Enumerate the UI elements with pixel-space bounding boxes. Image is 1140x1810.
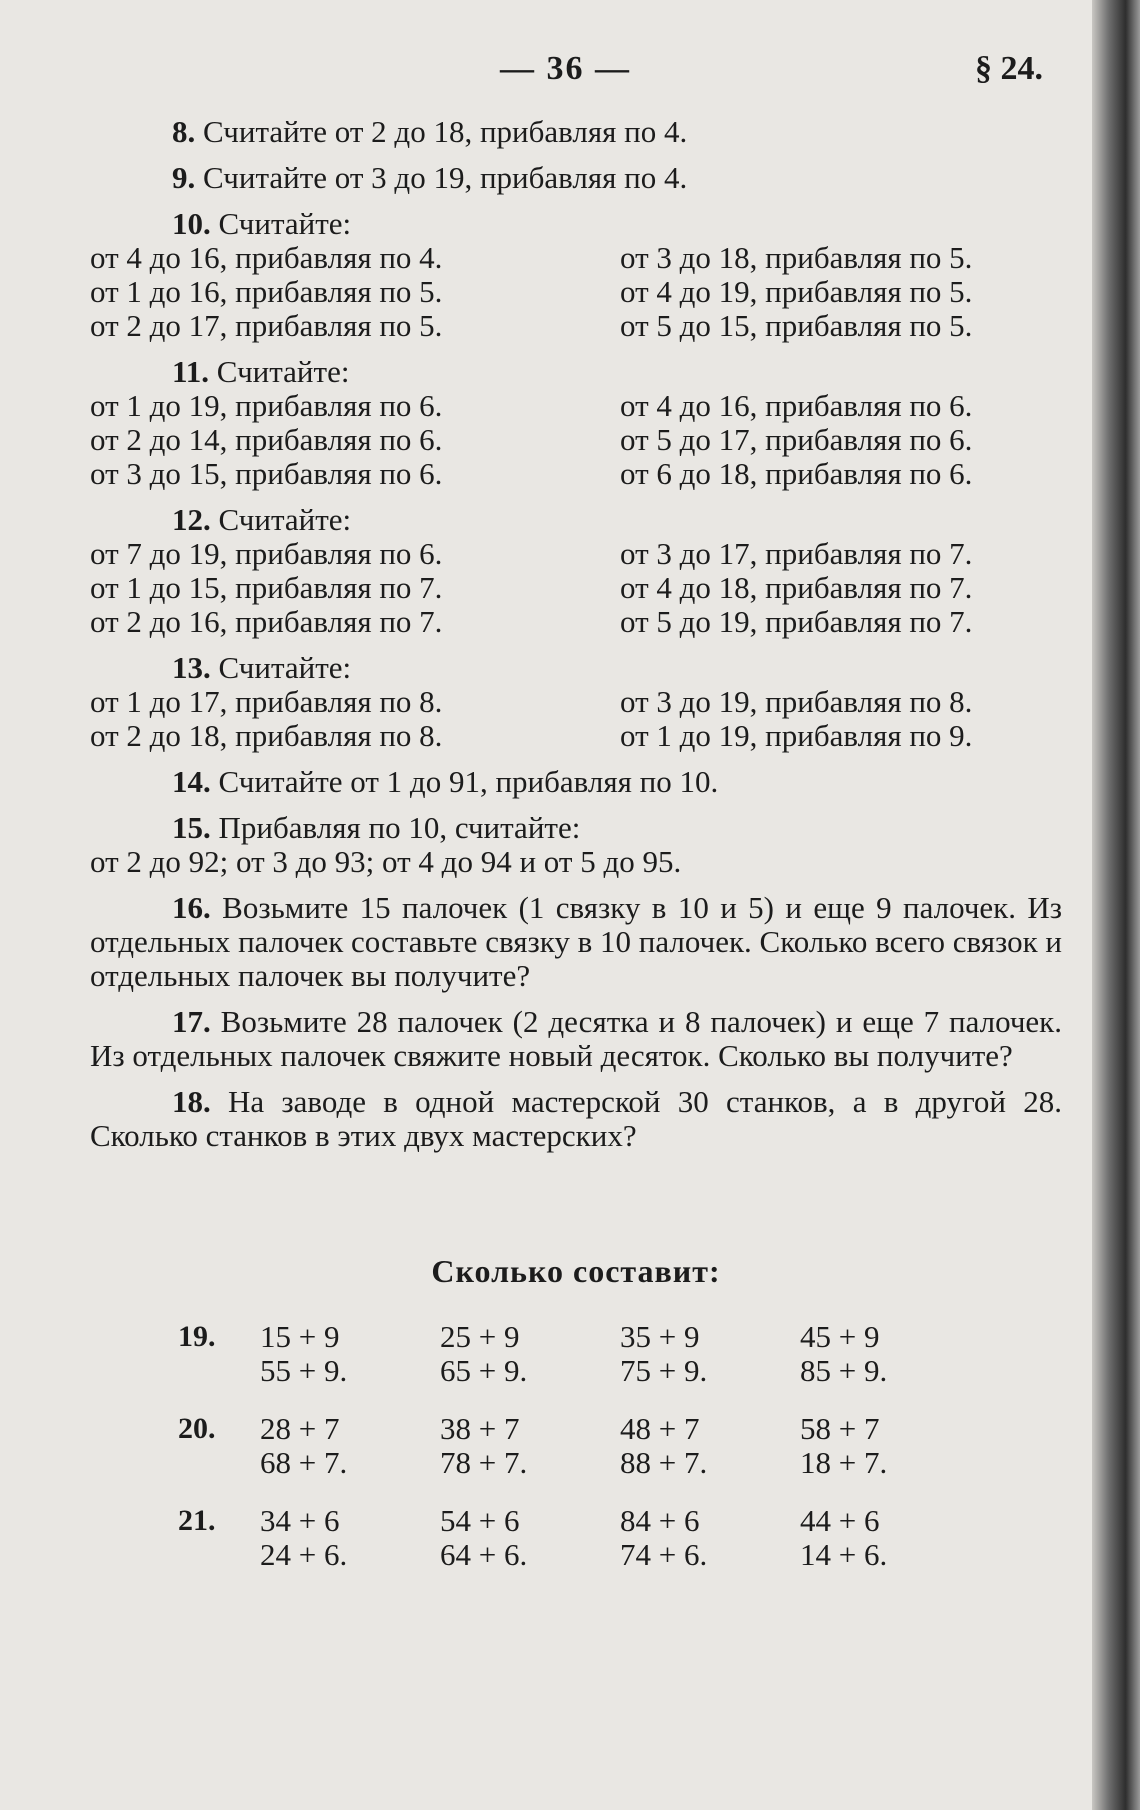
exercise-text: Считайте от 1 до 91, прибавляя по 10. [218, 764, 719, 799]
exercise-21 [90, 1504, 1062, 1572]
count-task: от 5 до 15, прибавляя по 5. [620, 308, 973, 343]
exercise-11 [90, 355, 1062, 389]
sum-expression: 85 + 9. [800, 1353, 888, 1388]
exercise-text: Возьмите 28 палочек (2 десятка и 8 палочек) и еще 7 палочек. Из отдельных палочек свяжите новый десяток. Сколько вы получите? [90, 1004, 1062, 1073]
section-title: Сколько составит: [431, 1253, 721, 1289]
sum-column [440, 1320, 620, 1388]
count-task: от 1 до 19, прибавляя по 6. [90, 388, 443, 423]
count-task: от 1 до 19, прибавляя по 9. [620, 718, 973, 753]
sum-column [620, 1320, 800, 1388]
count-task: от 6 до 18, прибавляя по 6. [620, 456, 973, 491]
count-task: от 3 до 19, прибавляя по 8. [620, 684, 973, 719]
exercise-number: 13. [172, 650, 211, 685]
sum-column [260, 1320, 440, 1388]
sum-column [800, 1412, 980, 1480]
page-number: — 36 — [500, 50, 631, 87]
count-task: от 4 до 18, прибавляя по 7. [620, 570, 973, 605]
sum-expression: 75 + 9. [620, 1353, 708, 1388]
exercise-8 [90, 115, 1062, 149]
exercise-13-columns [90, 685, 1062, 753]
exercise-heading: Считайте: [218, 206, 352, 241]
count-task: от 4 до 16, прибавляя по 6. [620, 388, 973, 423]
sum-expression: 65 + 9. [440, 1353, 528, 1388]
exercise-heading: Считайте: [218, 502, 352, 537]
exercise-19 [90, 1320, 1062, 1388]
exercise-16 [90, 891, 1062, 993]
sum-expression: 54 + 6 [440, 1503, 520, 1538]
exercise-number: 12. [172, 502, 211, 537]
sum-column [440, 1504, 620, 1572]
exercise-11-columns [90, 389, 1062, 491]
sum-column [620, 1412, 800, 1480]
sum-expression: 48 + 7 [620, 1411, 700, 1446]
sum-expression: 78 + 7. [440, 1445, 528, 1480]
count-task: от 4 до 16, прибавляя по 4. [90, 240, 443, 275]
sum-expression: 38 + 7 [440, 1411, 520, 1446]
exercise-17 [90, 1005, 1062, 1073]
exercise-heading: Считайте: [216, 354, 350, 389]
count-task: от 7 до 19, прибавляя по 6. [90, 536, 443, 571]
sum-expression: 35 + 9 [620, 1319, 700, 1354]
count-task: от 3 до 15, прибавляя по 6. [90, 456, 443, 491]
count-task: от 3 до 17, прибавляя по 7. [620, 536, 973, 571]
sum-expression: 64 + 6. [440, 1537, 528, 1572]
count-task: от 2 до 14, прибавляя по 6. [90, 422, 443, 457]
sum-expression: 18 + 7. [800, 1445, 888, 1480]
exercise-10 [90, 207, 1062, 241]
sum-expression: 84 + 6 [620, 1503, 700, 1538]
exercise-heading: Считайте: [218, 650, 352, 685]
exercise-15 [90, 811, 1062, 845]
sum-expression: 44 + 6 [800, 1503, 880, 1538]
count-task: от 4 до 19, прибавляя по 5. [620, 274, 973, 309]
exercise-10-columns [90, 241, 1062, 343]
sum-expression: 68 + 7. [260, 1445, 348, 1480]
sum-column [440, 1412, 620, 1480]
sum-expression: 58 + 7 [800, 1411, 880, 1446]
sum-column [800, 1320, 980, 1388]
exercise-18 [90, 1085, 1062, 1153]
section-mark: § 24. [975, 50, 1043, 87]
page-content [90, 115, 1062, 1572]
exercise-number: 10. [172, 206, 211, 241]
exercise-text: Считайте от 3 до 19, прибавляя по 4. [203, 160, 688, 195]
sum-expression: 25 + 9 [440, 1319, 520, 1354]
exercise-number: 9. [172, 160, 196, 195]
exercise-number: 14. [172, 764, 211, 799]
exercise-text: Считайте от 2 до 18, прибавляя по 4. [203, 114, 688, 149]
sum-expression: 74 + 6. [620, 1537, 708, 1572]
sum-column [620, 1504, 800, 1572]
exercise-text: На заводе в одной мастерской 30 станков, а в другой 28. Сколько станков в этих двух мастерских? [90, 1084, 1063, 1153]
page-header [0, 50, 1100, 100]
exercise-number: 18. [172, 1084, 211, 1119]
exercise-number: 11. [172, 354, 210, 389]
count-task: от 1 до 17, прибавляя по 8. [90, 684, 443, 719]
exercise-20 [90, 1412, 1062, 1480]
exercise-number: 8. [172, 114, 196, 149]
exercise-9 [90, 161, 1062, 195]
sum-expression: 55 + 9. [260, 1353, 348, 1388]
sum-expression: 14 + 6. [800, 1537, 888, 1572]
exercise-text: Прибавляя по 10, считайте: [218, 810, 581, 845]
sum-expression: 45 + 9 [800, 1319, 880, 1354]
exercise-12-columns [90, 537, 1062, 639]
count-task: от 2 до 18, прибавляя по 8. [90, 718, 443, 753]
exercise-text: Возьмите 15 палочек (1 связку в 10 и 5) и еще 9 палочек. Из отдельных палочек составьте связку в 10 палочек. Сколько всего связок и отдельных палочек вы получите? [90, 890, 1062, 993]
sum-column [800, 1504, 980, 1572]
exercise-number: 16. [172, 890, 211, 925]
count-task: от 2 до 17, прибавляя по 5. [90, 308, 443, 343]
exercise-15-continuation: от 2 до 92; от 3 до 93; от 4 до 94 и от 5 до 95. [90, 844, 682, 879]
exercise-12 [90, 503, 1062, 537]
exercise-number: 20. [178, 1412, 216, 1445]
count-task: от 2 до 16, прибавляя по 7. [90, 604, 443, 639]
exercise-number: 21. [178, 1504, 216, 1537]
sum-column [260, 1504, 440, 1572]
exercise-13 [90, 651, 1062, 685]
sum-expression: 24 + 6. [260, 1537, 348, 1572]
count-task: от 1 до 15, прибавляя по 7. [90, 570, 443, 605]
count-task: от 1 до 16, прибавляя по 5. [90, 274, 443, 309]
exercise-number: 15. [172, 810, 211, 845]
exercise-number: 19. [178, 1320, 216, 1353]
sum-expression: 34 + 6 [260, 1503, 340, 1538]
count-task: от 5 до 19, прибавляя по 7. [620, 604, 973, 639]
sum-column [260, 1412, 440, 1480]
count-task: от 3 до 18, прибавляя по 5. [620, 240, 973, 275]
exercise-number: 17. [172, 1004, 211, 1039]
sum-expression: 28 + 7 [260, 1411, 340, 1446]
exercise-14 [90, 765, 1062, 799]
sum-expression: 15 + 9 [260, 1319, 340, 1354]
count-task: от 5 до 17, прибавляя по 6. [620, 422, 973, 457]
book-spine-shadow [1092, 0, 1140, 1810]
sum-expression: 88 + 7. [620, 1445, 708, 1480]
